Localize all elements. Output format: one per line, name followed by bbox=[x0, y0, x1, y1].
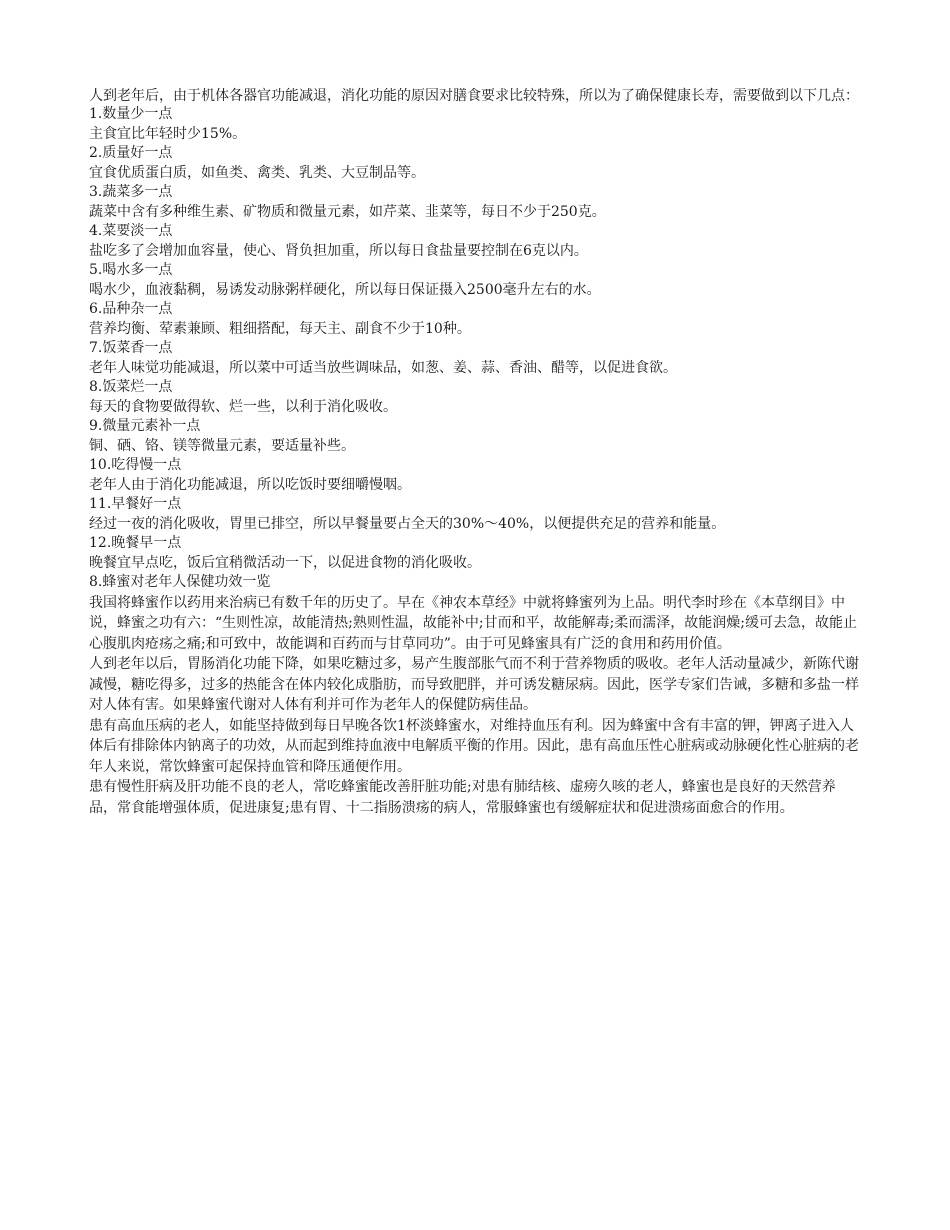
tip-heading: 3.蔬菜多一点 bbox=[89, 184, 173, 200]
tip-heading: 10.吃得慢一点 bbox=[89, 457, 182, 473]
tip-heading: 11.早餐好一点 bbox=[89, 496, 182, 512]
tip-body: 经过一夜的消化吸收，胃里已排空，所以早餐量要占全天的30%～40%，以便提供充足的营养和能量。 bbox=[89, 515, 726, 532]
honey-paragraph-2: 人到老年以后，胃肠消化功能下降，如果吃糖过多，易产生腹部胀气而不利于营养物质的吸收。老年人活动量减少，新陈代谢减慢，糖吃得多，过多的热能含在体内较化成脂肪，而导致肥胖，并可诱发糖尿病。因此，医学专家们告诫，多糖和多盐一样对人体有害。如果蜂蜜代谢对人体有利并可作为老年人的保健防病佳品。 bbox=[89, 656, 859, 713]
tip-heading: 1.数量少一点 bbox=[89, 106, 173, 122]
tip-body: 晚餐宜早点吃，饭后宜稍微活动一下，以促进食物的消化吸收。 bbox=[89, 554, 481, 571]
honey-paragraph-1: 我国将蜂蜜作以药用来治病已有数千年的历史了。早在《神农本草经》中就将蜂蜜列为上品。明代李时珍在《本草纲目》中说，蜂蜜之功有六：“生则性凉，故能清热;熟则性温，故能补中;甘而和平，故能解毒;柔而濡泽，故能润燥;缓可去急，故能止心腹肌肉疮疡之痛;和可致中，故能调和百药而与甘草同功”。由于可见蜂蜜具有广泛的食用和药用价值。 bbox=[89, 594, 858, 652]
tip-heading: 6.品种杂一点 bbox=[89, 301, 173, 317]
tip-body: 盐吃多了会增加血容量，使心、肾负担加重，所以每日食盐量要控制在6克以内。 bbox=[89, 242, 588, 259]
tip-body: 喝水少，血液黏稠，易诱发动脉粥样硬化，所以每日保证摄入2500毫升左右的水。 bbox=[89, 281, 601, 298]
honey-paragraph-4: 患有慢性肝病及肝功能不良的老人，常吃蜂蜜能改善肝脏功能;对患有肺结核、虚痨久咳的老人，蜂蜜也是良好的天然营养品，常食能增强体质，促进康复;患有胃、十二指肠溃疡的病人，常服蜂蜜也有缓解症状和促进溃疡面愈合的作用。 bbox=[89, 779, 836, 816]
tip-heading: 5.喝水多一点 bbox=[89, 262, 173, 278]
tip-body: 主食宜比年轻时少15%。 bbox=[89, 125, 247, 142]
tip-heading: 2.质量好一点 bbox=[89, 145, 173, 161]
tip-body: 蔬菜中含有多种维生素、矿物质和微量元素，如芹菜、韭菜等，每日不少于250克。 bbox=[89, 203, 606, 220]
tip-body: 每天的食物要做得软、烂一些，以利于消化吸收。 bbox=[89, 398, 397, 415]
tip-heading: 7.饭菜香一点 bbox=[89, 340, 173, 356]
tip-body: 铜、硒、铬、镁等微量元素，要适量补些。 bbox=[89, 437, 355, 454]
tip-body: 老年人由于消化功能减退，所以吃饭时要细嚼慢咽。 bbox=[89, 476, 411, 493]
tip-body: 老年人味觉功能减退，所以菜中可适当放些调味品，如葱、姜、蒜、香油、醋等，以促进食欲。 bbox=[89, 359, 677, 376]
tips-list bbox=[89, 105, 863, 573]
honey-heading: 8.蜂蜜对老年人保健功效一览 bbox=[89, 574, 271, 590]
intro-paragraph: 人到老年后，由于机体各器官功能减退，消化功能的原因对膳食要求比较特殊，所以为了确保健康长寿，需要做到以下几点： bbox=[89, 88, 859, 104]
tip-heading: 12.晚餐早一点 bbox=[89, 535, 182, 551]
tip-heading: 9.微量元素补一点 bbox=[89, 418, 201, 434]
tip-body: 营养均衡、荤素兼顾、粗细搭配，每天主、副食不少于10种。 bbox=[89, 320, 471, 337]
honey-paragraph-3: 患有高血压病的老人，如能坚持做到每日早晚各饮1杯淡蜂蜜水，对维持血压有利。因为蜂蜜中含有丰富的钾，钾离子进入人体后有排除体内钠离子的功效，从而起到维持血液中电解质平衡的作用。因此，患有高血压性心脏病或动脉硬化性心脏病的老年人来说，常饮蜂蜜可起保持血管和降压通便作用。 bbox=[89, 717, 859, 775]
tip-heading: 8.饭菜烂一点 bbox=[89, 379, 173, 395]
tip-body: 宜食优质蛋白质，如鱼类、禽类、乳类、大豆制品等。 bbox=[89, 164, 425, 181]
document-body bbox=[89, 88, 863, 818]
tip-heading: 4.菜要淡一点 bbox=[89, 223, 173, 239]
